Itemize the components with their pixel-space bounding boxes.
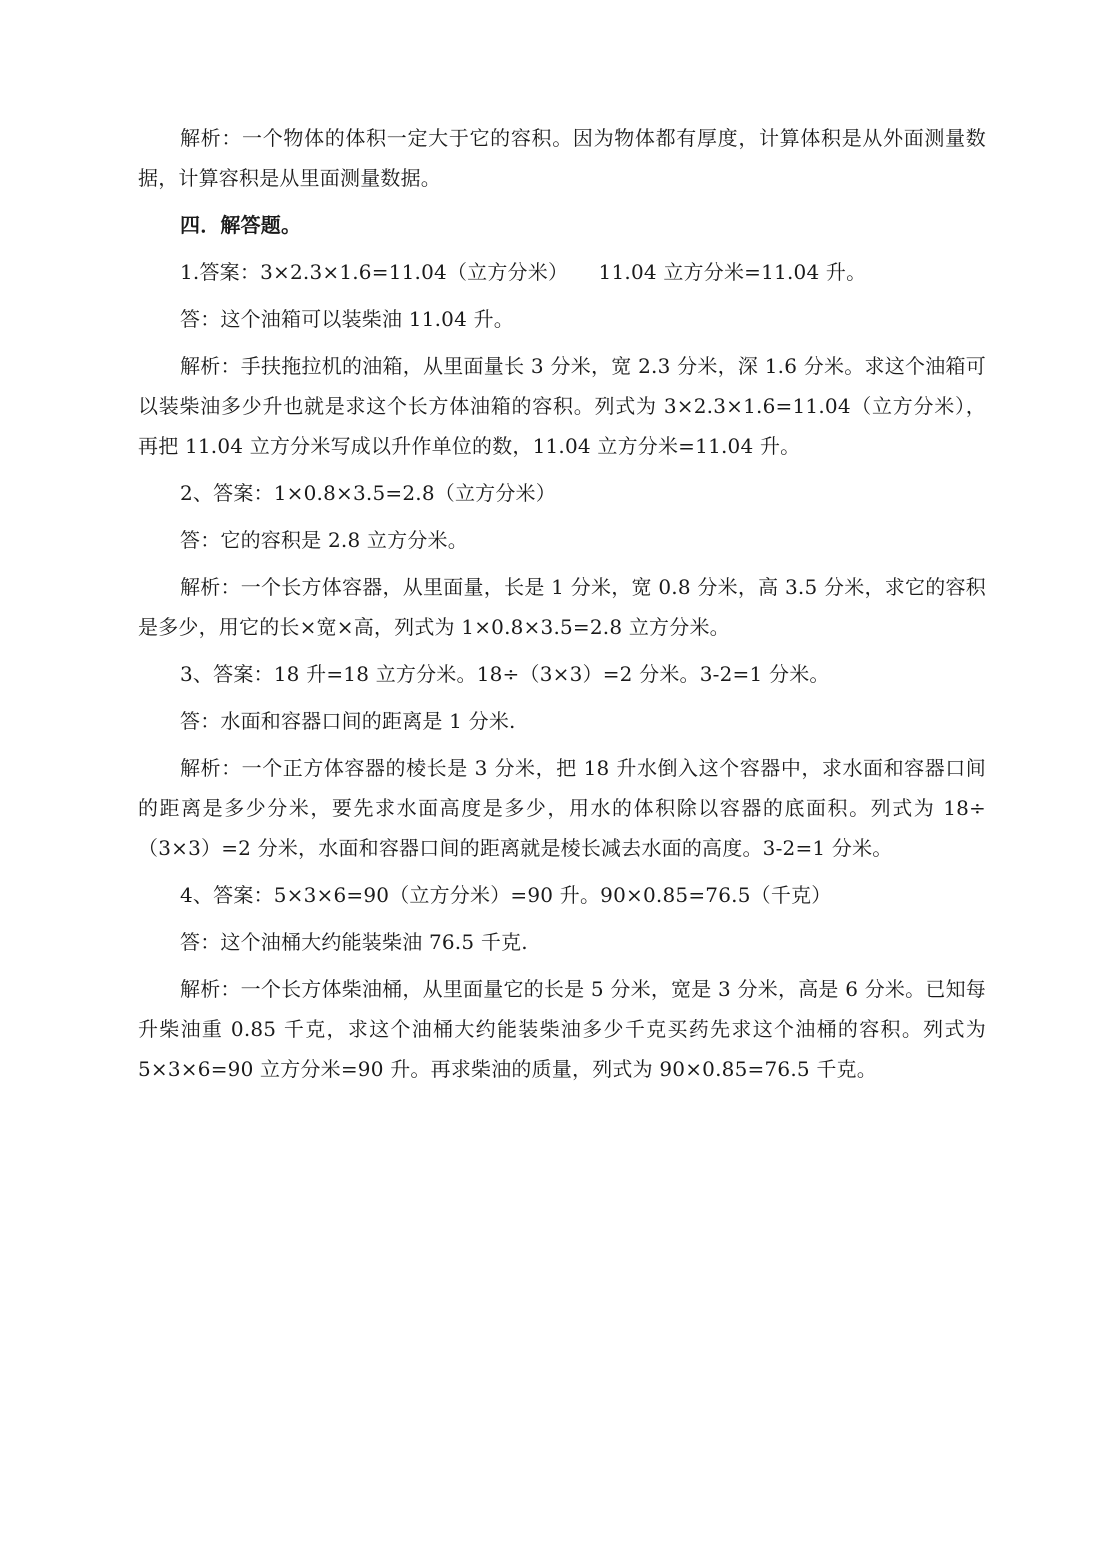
explanation-4: 解析：一个长方体柴油桶，从里面量它的长是 5 分米，宽是 3 分米，高是 6 分米。已知每升柴油重 0.85 千克，求这个油桶大约能装柴油多少千克买药先求这个油桶的容积。列式为 5×3×6=90 立方分米=90 升。再求柴油的质量，列式为 90×0.85=76.5 千克。 xyxy=(138,977,986,1081)
answer-4: 4、答案：5×3×6=90（立方分米）=90 升。90×0.85=76.5（千克） xyxy=(180,883,832,907)
reply-1: 答：这个油箱可以装柴油 11.04 升。 xyxy=(180,307,514,331)
section-heading-answer-questions: 四．解答题。 xyxy=(180,213,302,237)
paragraph-volume-vs-capacity-explanation: 解析：一个物体的体积一定大于它的容积。因为物体都有厚度，计算体积是从外面测量数据，计算容积是从里面测量数据。 xyxy=(138,126,986,190)
document-page xyxy=(138,118,986,1096)
explanation-2: 解析：一个长方体容器，从里面量，长是 1 分米，宽 0.8 分米，高 3.5 分米，求它的容积是多少，用它的长×宽×高，列式为 1×0.8×3.5=2.8 立方分米。 xyxy=(138,575,986,639)
reply-4: 答：这个油桶大约能装柴油 76.5 千克. xyxy=(180,930,528,954)
answer-2: 2、答案：1×0.8×3.5=2.8（立方分米） xyxy=(180,481,556,505)
reply-3: 答：水面和容器口间的距离是 1 分米. xyxy=(180,709,516,733)
explanation-3: 解析：一个正方体容器的棱长是 3 分米，把 18 升水倒入这个容器中，求水面和容器口间的距离是多少分米，要先求水面高度是多少，用水的体积除以容器的底面积。列式为 18÷（3×3）=2 分米，水面和容器口间的距离就是棱长减去水面的高度。3-2=1 分米。 xyxy=(138,756,986,860)
reply-2: 答：它的容积是 2.8 立方分米。 xyxy=(180,528,468,552)
answer-1: 1.答案：3×2.3×1.6=11.04（立方分米） 11.04 立方分米=11.04 升。 xyxy=(180,260,867,284)
answer-3: 3、答案：18 升=18 立方分米。18÷（3×3）=2 分米。3-2=1 分米。 xyxy=(180,662,830,686)
explanation-1: 解析：手扶拖拉机的油箱，从里面量长 3 分米，宽 2.3 分米，深 1.6 分米。求这个油箱可以装柴油多少升也就是求这个长方体油箱的容积。列式为 3×2.3×1.6=11.04（立方分米），再把 11.04 立方分米写成以升作单位的数，11.04 立方分米=11.04 升。 xyxy=(138,354,986,458)
